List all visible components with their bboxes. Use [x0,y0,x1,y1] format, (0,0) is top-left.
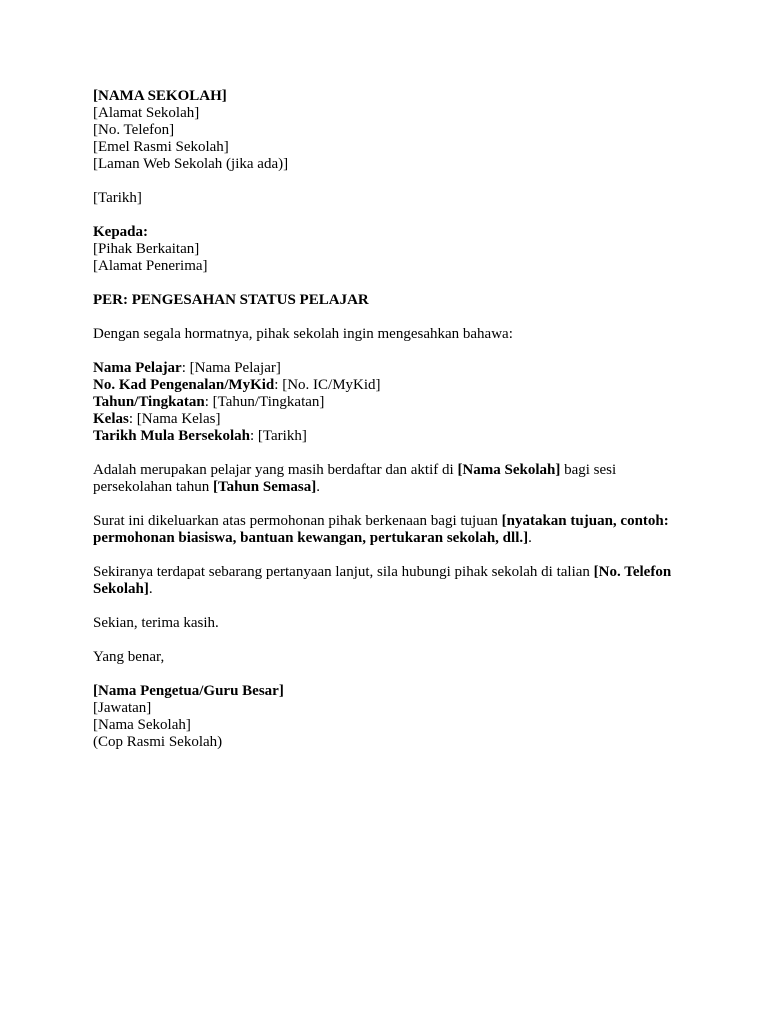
letter-subject: PER: PENGESAHAN STATUS PELAJAR [93,292,369,308]
school-email: [Emel Rasmi Sekolah] [93,139,229,155]
letter-page [93,88,683,751]
recipient-block [93,224,683,275]
school-name: [NAMA SEKOLAH] [93,88,227,104]
recipient-address: [Alamat Penerima] [93,258,208,274]
official-stamp-note: (Cop Rasmi Sekolah) [93,734,223,750]
closing-text: Sekian, terima kasih. [93,615,219,631]
contact-paragraph: Sekiranya terdapat sebarang pertanyaan lanjut, sila hubungi pihak sekolah di talian [No. Telefon Sekolah]. [93,564,672,597]
school-phone: [No. Telefon] [93,122,175,138]
field-ic-number: No. Kad Pengenalan/MyKid: [No. IC/MyKid] [93,377,381,393]
recipient-label: Kepada: [93,224,149,240]
field-class: Kelas: [Nama Kelas] [93,411,221,427]
school-address: [Alamat Sekolah] [93,105,200,121]
opening-paragraph: Dengan segala hormatnya, pihak sekolah ingin mengesahkan bahawa: [93,326,513,342]
status-paragraph: Adalah merupakan pelajar yang masih berdaftar dan aktif di [Nama Sekolah] bagi sesi persekolahan tahun [Tahun Semasa]. [93,462,617,495]
letter-date: [Tarikh] [93,190,142,206]
field-start-date: Tarikh Mula Bersekolah: [Tarikh] [93,428,307,444]
letter-header [93,88,683,173]
student-fields [93,360,683,445]
signatory-school: [Nama Sekolah] [93,717,191,733]
school-website: [Laman Web Sekolah (jika ada)] [93,156,289,172]
sign-off: Yang benar, [93,649,165,665]
signature-block [93,683,683,751]
field-year-form: Tahun/Tingkatan: [Tahun/Tingkatan] [93,394,325,410]
purpose-paragraph: Surat ini dikeluarkan atas permohonan pihak berkenaan bagi tujuan [nyatakan tujuan, contoh: permohonan biasiswa, bantuan kewangan, pertukaran sekolah, dll.]. [93,513,669,546]
recipient-party: [Pihak Berkaitan] [93,241,200,257]
field-student-name: Nama Pelajar: [Nama Pelajar] [93,360,281,376]
signatory-name: [Nama Pengetua/Guru Besar] [93,683,284,699]
signatory-position: [Jawatan] [93,700,152,716]
